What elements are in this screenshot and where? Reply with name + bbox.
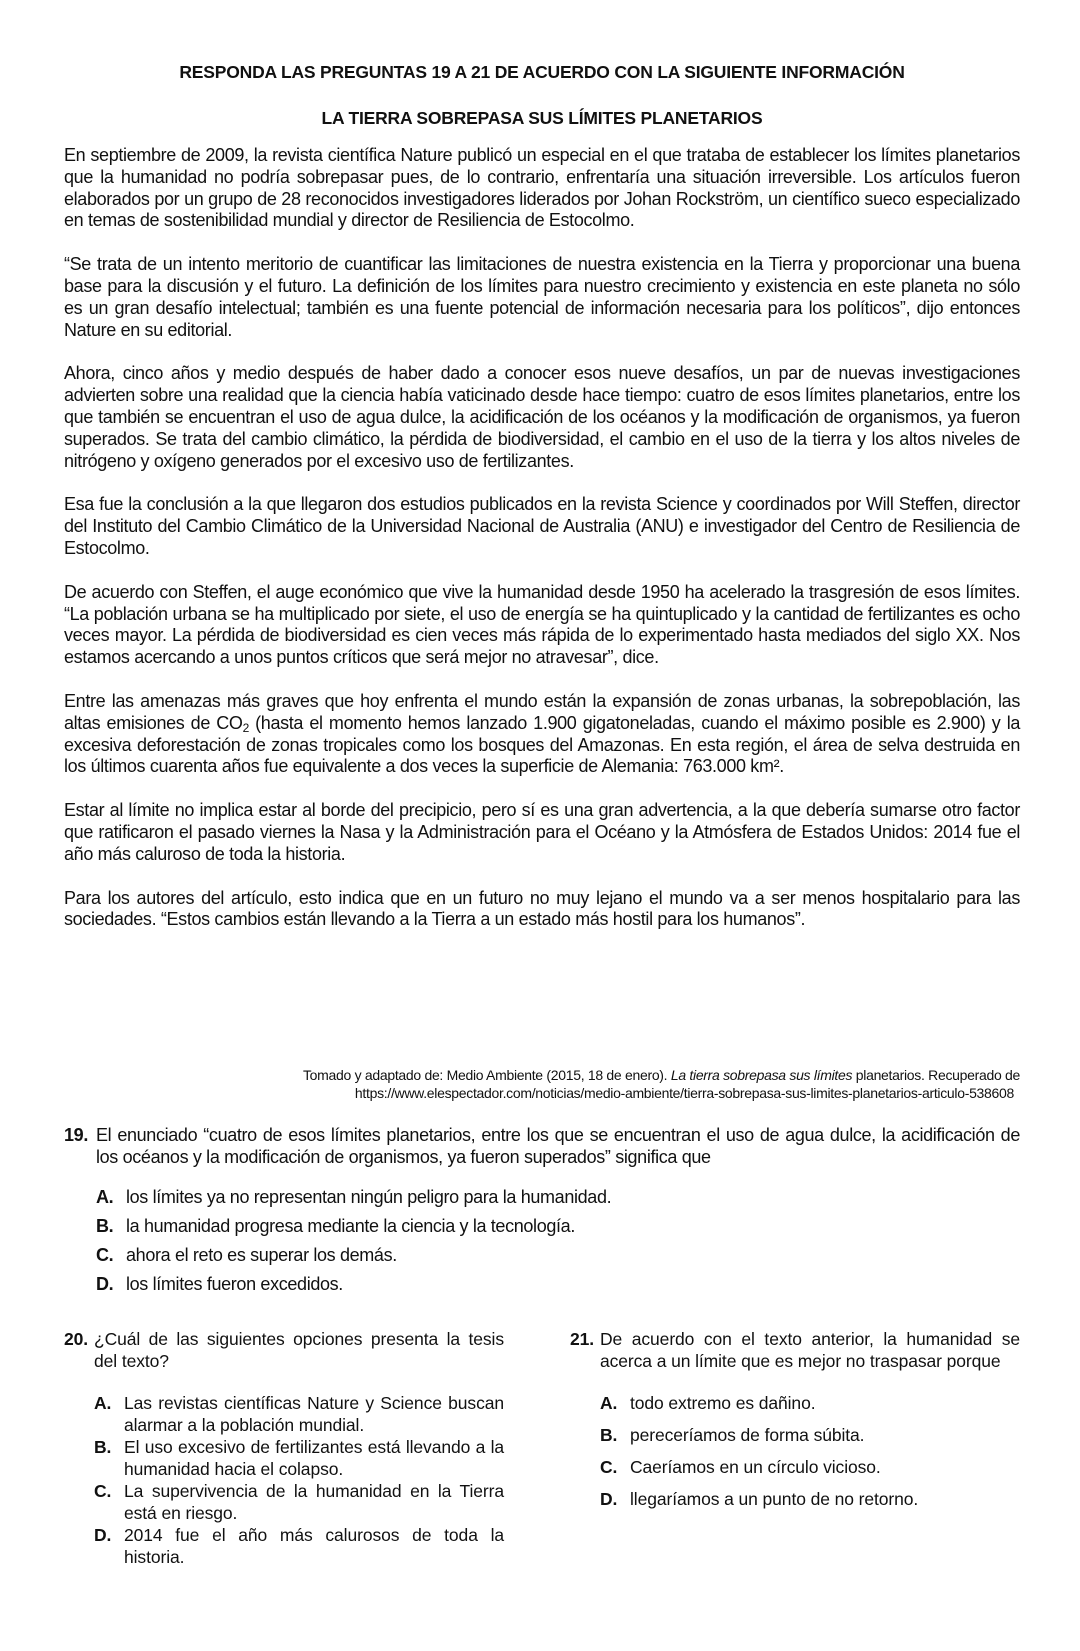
option-text: ahora el reto es superar los demás. [126, 1245, 397, 1265]
paragraph-3: Ahora, cinco años y medio después de haber dado a conocer esos nueve desafíos, un par de nuevas investigaciones advierten sobre una realidad que la ciencia había vaticinado desde hace tiempo: cuatro de esos límites planetarios, entre los que también se encuentran el uso de agua dulce, la acidificación de los océanos y la modificación de organismos, ya fueron superados. Se trata del cambio climático, la pérdida de biodiversidad, el cambio en el uso de la tierra y los altos niveles de nitrógeno y oxígeno generados por el excesivo uso de fertilizantes. [64, 363, 1020, 471]
option-c[interactable] [96, 1244, 1020, 1266]
option-d[interactable] [96, 1273, 1020, 1295]
question-number: 20. [64, 1329, 89, 1349]
co2-subscript: 2 [242, 720, 249, 735]
option-letter: D. [600, 1489, 618, 1509]
paragraph-6-co2 [64, 691, 1020, 778]
option-a[interactable] [600, 1392, 1020, 1414]
option-letter: A. [600, 1393, 618, 1413]
option-letter: C. [600, 1457, 618, 1477]
option-letter: A. [94, 1393, 112, 1413]
source-url: https://www.elespectador.com/noticias/medio-ambiente/tierra-sobrepasa-sus-limites-planetarios-articulo-538608 [354, 1085, 1014, 1101]
option-text: pereceríamos de forma súbita. [630, 1425, 865, 1445]
option-letter: B. [96, 1216, 114, 1236]
option-text: todo extremo es dañino. [630, 1393, 816, 1413]
question-number: 19. [64, 1125, 88, 1145]
paragraph-5: De acuerdo con Steffen, el auge económico que vive la humanidad desde 1950 ha acelerado la trasgresión de esos límites. “La población urbana se ha multiplicado por siete, el uso de energía se ha quintuplicado y la cantidad de fertilizantes es ocho veces mayor. La pérdida de biodiversidad es cien veces más rápida de lo experimentado hasta mediados del siglo XX. Nos estamos acercando a unos puntos críticos que será mejor no atravesar”, dice. [64, 581, 1020, 668]
option-text: los límites ya no representan ningún peligro para la humanidad. [126, 1187, 612, 1207]
source-suffix: planetarios. Recuperado de [852, 1067, 1020, 1083]
question-number: 21. [570, 1329, 595, 1349]
answer-options [96, 1186, 1020, 1295]
question-text: ¿Cuál de las siguientes opciones presenta la tesis del texto? [94, 1329, 504, 1371]
co2-text-after: (hasta el momento hemos lanzado 1.900 gigatoneladas, cuando el máximo posible es 2.900) y la excesiva deforestación de zonas tropicales como los bosques del Amazonas. En esta región, el área de selva destruida en los últimos cuarenta años fue equivalente a dos veces la superficie de Alemania: 763.000 km². [64, 712, 1020, 777]
paragraph-1: En septiembre de 2009, la revista científica Nature publicó un especial en el que trataba de establecer los límites planetarios que la humanidad no podría sobrepasar pues, de lo contrario, enfrentaría una situación irreversible. Los artículos fueron elaborados por un grupo de 28 reconocidos investigadores liderados por Johan Rockström, un científico sueco especializado en temas de sostenibilidad mundial y director de Resiliencia de Estocolmo. [64, 145, 1020, 231]
option-text: El uso excesivo de fertilizantes está llevando a la humanidad hacia el colapso. [124, 1437, 504, 1479]
question-text: De acuerdo con el texto anterior, la humanidad se acerca a un límite que es mejor no traspasar porque [600, 1329, 1020, 1371]
option-a[interactable] [94, 1392, 504, 1436]
option-text: Las revistas científicas Nature y Science buscan alarmar a la población mundial. [124, 1393, 504, 1435]
option-text: 2014 fue el año más calurosos de toda la historia. [124, 1525, 504, 1567]
option-b[interactable] [600, 1424, 1020, 1446]
option-letter: B. [94, 1437, 112, 1457]
option-letter: C. [94, 1481, 112, 1501]
option-d[interactable] [94, 1524, 504, 1568]
option-text: llegaríamos a un punto de no retorno. [630, 1489, 919, 1509]
option-letter: A. [96, 1187, 114, 1207]
paragraph-8: Para los autores del artículo, esto indica que en un futuro no muy lejano el mundo va a ser menos hospitalario para las sociedades. “Estos cambios están llevando a la Tierra a un estado más hostil para los humanos”. [64, 887, 1020, 930]
option-text: los límites fueron excedidos. [126, 1274, 343, 1294]
question-19 [64, 1124, 1020, 1302]
option-c[interactable] [600, 1456, 1020, 1478]
paragraph-7: Estar al límite no implica estar al borde del precipicio, pero sí es una gran advertencia, a la que debería sumarse otro factor que ratificaron el pasado viernes la Nasa y la Administración para el Océano y la Atmósfera de Estados Unidos: 2014 fue el año más caluroso de toda la historia. [64, 800, 1020, 864]
co2-text-before: Entre las amenazas más graves que hoy enfrenta el mundo están la expansión de zonas urbanas, la sobrepoblación, las altas emisiones de CO [64, 690, 1020, 733]
option-letter: B. [600, 1425, 618, 1445]
question-21 [570, 1329, 1020, 1520]
answer-options [600, 1392, 1020, 1510]
option-letter: C. [96, 1245, 114, 1265]
paragraph-4: Esa fue la conclusión a la que llegaron dos estudios publicados en la revista Science y coordinados por Will Steffen, director del Instituto del Cambio Climático de la Universidad Nacional de Australia (ANU) e investigador del Centro de Resiliencia de Estocolmo. [64, 494, 1020, 558]
question-20 [64, 1329, 504, 1568]
instruction-heading: RESPONDA LAS PREGUNTAS 19 A 21 DE ACUERDO CON LA SIGUIENTE INFORMACIÓN [179, 62, 905, 82]
option-b[interactable] [96, 1215, 1020, 1237]
option-text: Caeríamos en un círculo vicioso. [630, 1457, 881, 1477]
option-letter: D. [94, 1525, 112, 1545]
option-a[interactable] [96, 1186, 1020, 1208]
source-citation [140, 1066, 1020, 1102]
option-letter: D. [96, 1274, 114, 1294]
answer-options [94, 1392, 504, 1568]
paragraph-2: “Se trata de un intento meritorio de cuantificar las limitaciones de nuestra existencia en la Tierra y proporcionar una buena base para la discusión y el futuro. La definición de los límites para nuestro crecimiento y existencia en este planeta no sólo es un gran desafío intelectual; también es una fuente potencial de información necesaria para los políticos”, dijo entonces Nature en su editorial. [64, 254, 1020, 340]
option-d[interactable] [600, 1488, 1020, 1510]
source-italic-title: La tierra sobrepasa sus límites [670, 1067, 853, 1083]
source-prefix: Tomado y adaptado de: Medio Ambiente (2015, 18 de enero). [302, 1067, 671, 1083]
article-body [64, 145, 1020, 953]
option-b[interactable] [94, 1436, 504, 1480]
question-text: El enunciado “cuatro de esos límites planetarios, entre los que se encuentran el uso de agua dulce, la acidificación de los océanos y la modificación de organismos, ya fueron superados” significa que [96, 1125, 1020, 1167]
option-c[interactable] [94, 1480, 504, 1524]
option-text: La supervivencia de la humanidad en la Tierra está en riesgo. [124, 1481, 504, 1523]
option-text: la humanidad progresa mediante la ciencia y la tecnología. [126, 1216, 575, 1236]
article-title: LA TIERRA SOBREPASA SUS LÍMITES PLANETARIOS [321, 108, 763, 128]
